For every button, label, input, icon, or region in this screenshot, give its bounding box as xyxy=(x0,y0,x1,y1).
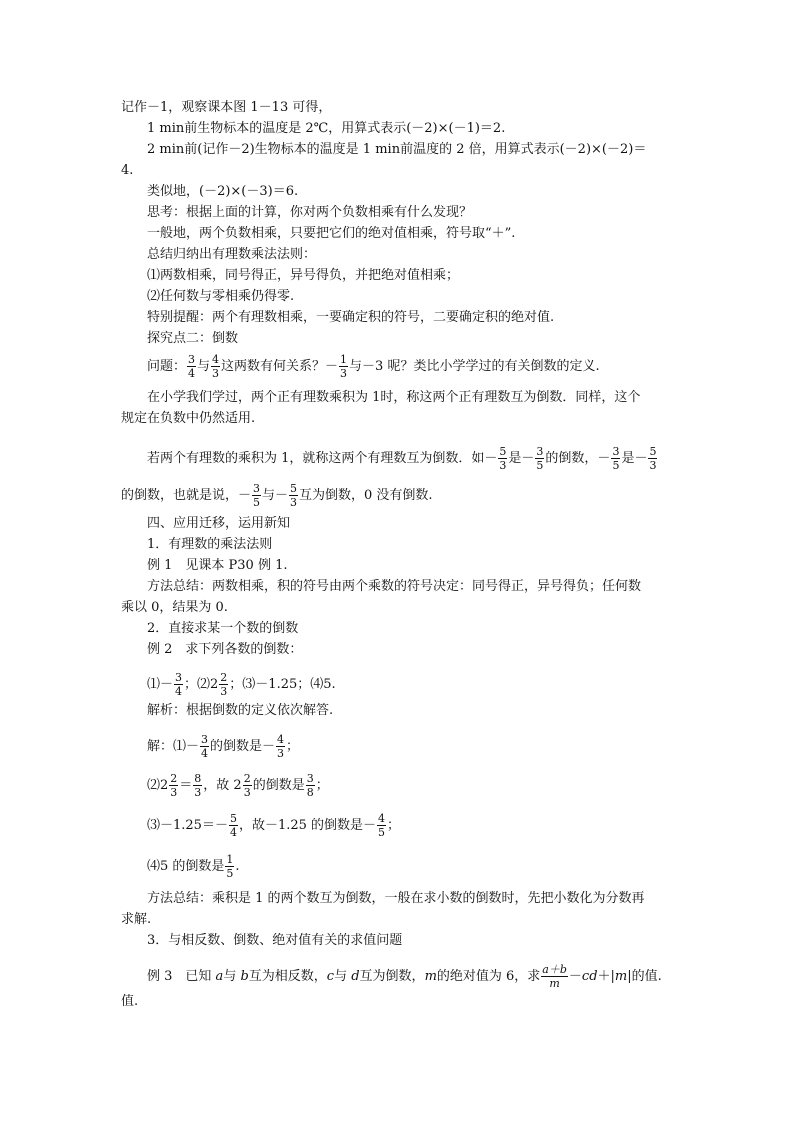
solution-line-3: ⑶－1.25＝－ $\frac{5}{4}$ ，故－1.25 的倒数是－ $\frac{4}{5}$ ； xyxy=(147,812,401,839)
solution-line-1: 解：⑴－ $\frac{3}{4}$ 的倒数是－ $\frac{4}{3}$ ； xyxy=(147,733,300,760)
text-line-1: 记作－1，观察课本图 1－13 可得， xyxy=(121,100,332,115)
fraction: $\frac{1}{3}$ xyxy=(340,353,348,380)
analysis-line: 解析：根据倒数的定义依次解答. xyxy=(147,703,334,718)
fraction: $\frac{5}{4}$ xyxy=(229,812,237,839)
text-line-8: 总结归纳出有理数乘法法则： xyxy=(147,247,317,262)
solution-line-2: ⑵2 $\frac{2}{3}$ ＝ $\frac{8}{3}$ ，故 2 $\frac{2}{3}$ 的倒数是 $\frac{3}{8}$ ； xyxy=(147,772,329,799)
example-1: 例 1 见课本 P30 例 1. xyxy=(147,558,288,573)
fraction: $\frac{a+b}{m}$ xyxy=(542,963,567,990)
fraction: $\frac{4}{3}$ xyxy=(212,353,220,380)
fraction: $\frac{5}{3}$ xyxy=(499,445,507,472)
text-line-23: 乘以 0，结果为 0. xyxy=(121,600,228,615)
definition-line: 若两个有理数的乘积为 1，就称这两个有理数互为倒数．如－ $\frac{5}{3}$ 是－ $\frac{3}{5}$ 的倒数，－ $\frac{3}{5}$ 是－ $\frac{5}{3}$ xyxy=(147,445,657,472)
fraction: $\frac{2}{3}$ xyxy=(243,772,251,799)
text-line-32: 方法总结：乘积是 1 的两个数互为倒数，一般在求小数的倒数时，先把小数化为分数再 xyxy=(147,891,645,906)
fraction: $\frac{3}{4}$ xyxy=(201,733,209,760)
text-line-15: 规定在负数中仍然适用. xyxy=(121,411,256,426)
fraction: $\frac{3}{4}$ xyxy=(175,671,183,698)
fraction: $\frac{3}{8}$ xyxy=(306,772,314,799)
text-line-11: 特别提醒：两个有理数相乘，一要确定积的符号，二要确定积的绝对值. xyxy=(147,310,555,325)
fraction: $\frac{5}{3}$ xyxy=(649,445,657,472)
text-line-4: 4. xyxy=(121,163,134,178)
example-2-items: ⑴－ $\frac{3}{4}$ ；⑵2 $\frac{2}{3}$ ；⑶－1.25；⑷5. xyxy=(147,671,336,698)
fraction: $\frac{4}{5}$ xyxy=(378,812,386,839)
fraction: $\frac{3}{4}$ xyxy=(188,353,196,380)
text-line-14: 在小学我们学过，两个正有理数乘积为 1时，称这两个正有理数互为倒数．同样，这个 xyxy=(147,390,641,405)
definition-line-cont: 的倒数，也就是说，－ $\frac{3}{5}$ 与－ $\frac{5}{3}$ 互为倒数，0 没有倒数. xyxy=(121,482,433,509)
fraction: $\frac{3}{5}$ xyxy=(253,482,261,509)
fraction: $\frac{2}{3}$ xyxy=(220,671,228,698)
section-heading-application: 四、应用迁移，运用新知 xyxy=(147,516,291,531)
section-heading-reciprocal: 探究点二：倒数 xyxy=(147,331,239,346)
subsection-heading-3: 3．与相反数、倒数、绝对值有关的求值问题 xyxy=(147,933,403,948)
text-line-7: 一般地，两个负数相乘，只要把它们的绝对值相乘，符号取“＋”. xyxy=(147,226,516,241)
text-line-5: 类似地，(－2)×(－3)＝6. xyxy=(147,184,299,199)
fraction: $\frac{5}{3}$ xyxy=(290,482,298,509)
text-line-33: 求解. xyxy=(121,912,152,927)
subsection-heading-2: 2．直接求某一个数的倒数 xyxy=(147,621,299,636)
solution-line-4: ⑷5 的倒数是 $\frac{1}{5}$ . xyxy=(147,853,240,880)
text-line-3: 2 min前(记作－2)生物标本的温度是 1 min前温度的 2 倍，用算式表示(－2)×(－2)＝ xyxy=(147,142,647,157)
subsection-heading-1: 1．有理数的乘法法则 xyxy=(147,537,273,552)
question-line: 问题： $\frac{3}{4}$ 与 $\frac{4}{3}$ 这两数有何关系？－ $\frac{1}{3}$ 与－3 呢？类比小学学过的有关倒数的定义. xyxy=(147,353,600,380)
fraction: $\frac{2}{3}$ xyxy=(170,772,178,799)
text-line-36: 值. xyxy=(121,994,139,1009)
fraction: $\frac{4}{3}$ xyxy=(277,733,285,760)
text-line-22: 方法总结：两数相乘，积的符号由两个乘数的符号决定：同号得正，异号得负；任何数 xyxy=(147,579,642,594)
example-3: 例 3 已知 a与 b互为相反数，c与 d互为倒数，m的绝对值为 6，求 $\frac{a+b}{m}$ －cd＋|m|的值. xyxy=(147,963,662,990)
text-line-6: 思考：根据上面的计算，你对两个负数相乘有什么发现？ xyxy=(147,205,473,220)
text-line-10: ⑵任何数与零相乘仍得零. xyxy=(147,289,295,304)
fraction: $\frac{1}{5}$ xyxy=(226,853,234,880)
text-line-2: 1 min前生物标本的温度是 2℃，用算式表示(－2)×(－1)＝2. xyxy=(147,121,506,136)
text-line-9: ⑴两数相乘，同号得正，异号得负，并把绝对值相乘； xyxy=(147,268,460,283)
fraction: $\frac{3}{5}$ xyxy=(612,445,620,472)
fraction: $\frac{8}{3}$ xyxy=(194,772,202,799)
example-2: 例 2 求下列各数的倒数： xyxy=(147,642,303,657)
fraction: $\frac{3}{5}$ xyxy=(536,445,544,472)
